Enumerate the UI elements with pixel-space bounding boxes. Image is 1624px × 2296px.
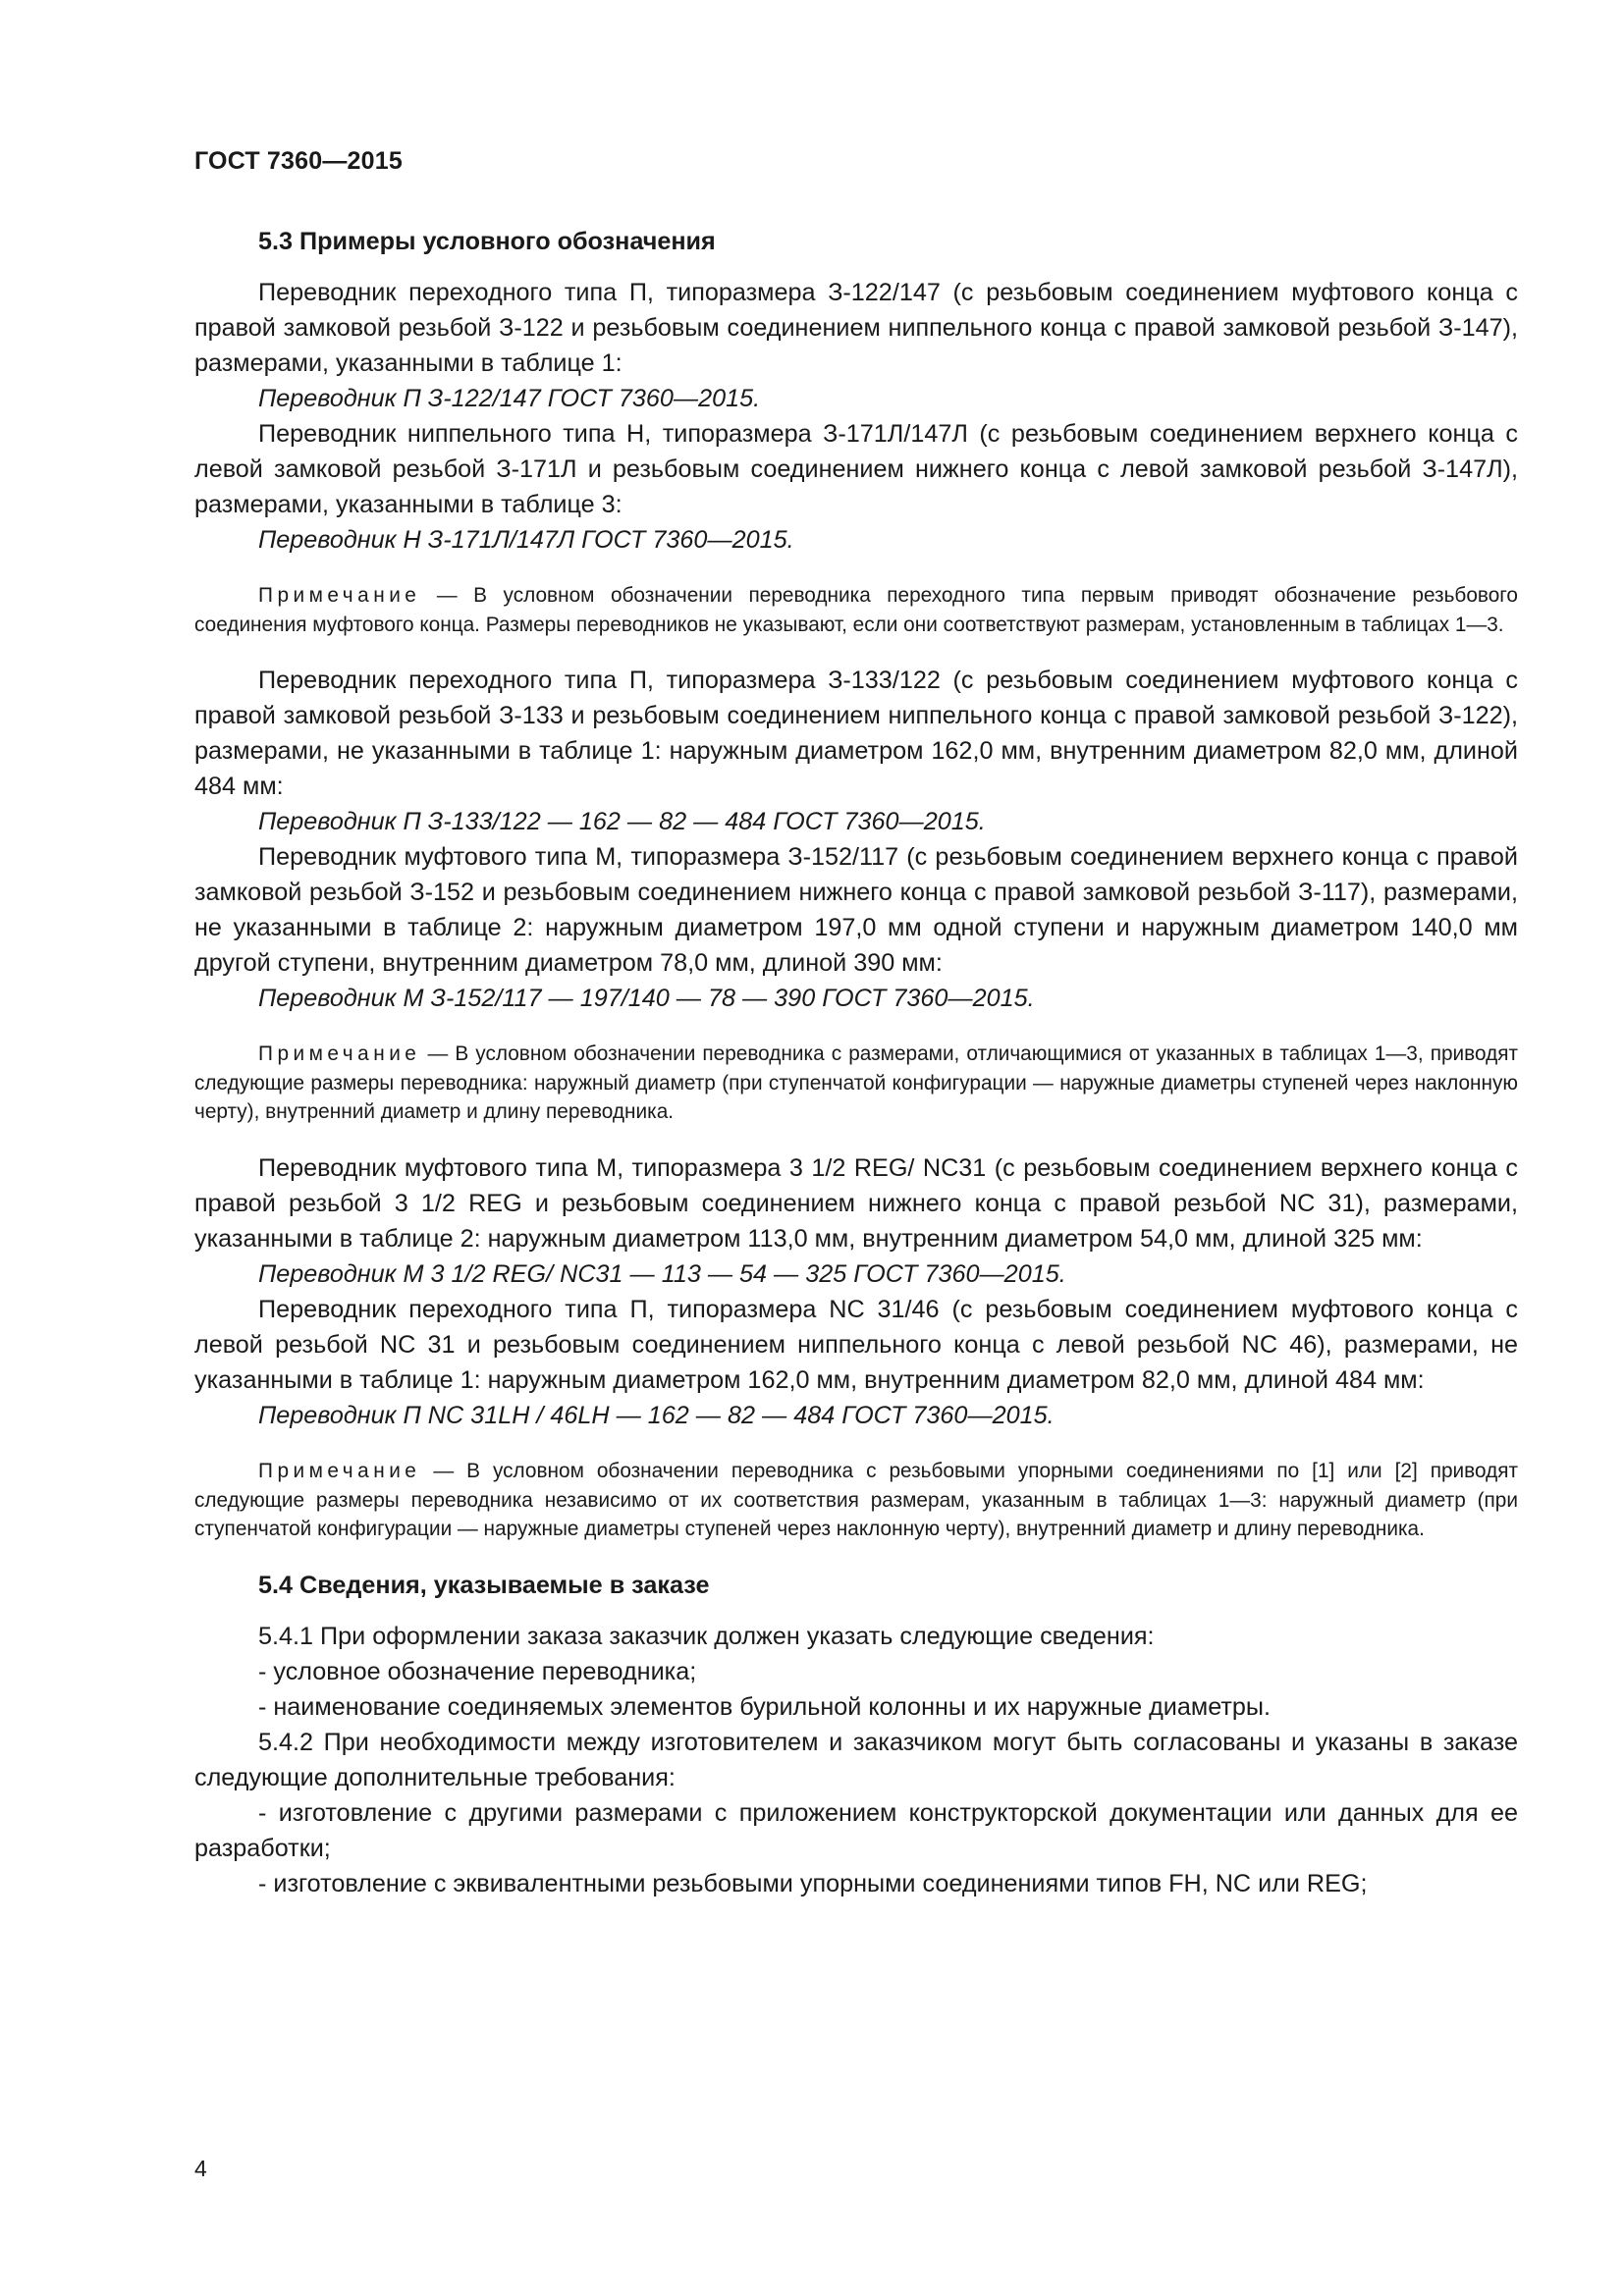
paragraph: Переводник переходного типа П, типоразмера З-133/122 (с резьбовым соединением муфтового конца с правой замковой резьбой З-133 и резьбовым соединением ниппельного конца с правой замковой резьбой З-122), размерами, не указанными в таблице 1: наружным диаметром 162,0 мм, внутренним диаметром 82,0 мм, длиной 484 мм: [194,667,1518,801]
note-label: Примечание [258,584,421,607]
paragraph: 5.4.2 При необходимости между изготовителем и заказчиком могут быть согласованы и указаны в заказе следующие дополнительные требования: [194,1728,1518,1791]
document-code-header: ГОСТ 7360—2015 [194,147,403,175]
designation-example: Переводник М 3 1/2 REG/ NC31 — 113 — 54 — 325 ГОСТ 7360—2015. [258,1259,1066,1288]
list-item: - наименование соединяемых элементов бурильной колонны и их наружные диаметры. [258,1692,1272,1721]
paragraph: Переводник переходного типа П, типоразмера З-122/147 (с резьбовым соединением муфтового конца с правой замковой резьбой З-122 и резьбовым соединением ниппельного конца с правой замковой резьбой З-147), размерами, указанными в таблице 1: [194,279,1518,377]
designation-example: Переводник П З-133/122 — 162 — 82 — 484 ГОСТ 7360—2015. [258,808,986,836]
list-item: - условное обозначение переводника; [258,1657,697,1685]
list-item: - изготовление с другими размерами с приложением конструкторской документации или данных для ее разработки; [194,1798,1518,1862]
note [194,1457,1518,1544]
designation-example: Переводник П З-122/147 ГОСТ 7360—2015. [258,385,761,412]
note [194,581,1518,639]
paragraph: Переводник муфтового типа М, типоразмера З-152/117 (с резьбовым соединением верхнего конца с правой замковой резьбой З-152 и резьбовым соединением нижнего конца с правой замковой резьбой З-117), размерами, не указанными в таблице 2: наружным диаметром 197,0 мм одной ступени и наружным диаметром 140,0 мм другой ступени, внутренним диаметром 78,0 мм, длиной 390 мм: [194,843,1518,978]
designation-example: Переводник П NC 31LH / 46LH — 162 — 82 — 484 ГОСТ 7360—2015. [258,1401,1055,1429]
section-5-3-heading: 5.3 Примеры условного обозначения [258,228,716,255]
page-content [194,224,1518,1901]
paragraph: 5.4.1 При оформлении заказа заказчик должен указать следующие сведения: [258,1622,1155,1650]
paragraph: Переводник переходного типа П, типоразмера NC 31/46 (с резьбовым соединением муфтового конца с левой резьбой NC 31 и резьбовым соединением ниппельного конца с левой резьбой NC 46), размерами, не указанными в таблице 1: наружным диаметром 162,0 мм, внутренним диаметром 82,0 мм, длиной 484 мм: [194,1295,1518,1394]
note-label: Примечание [258,1459,421,1482]
designation-example: Переводник Н З-171Л/147Л ГОСТ 7360—2015. [258,526,794,554]
note-text: — В условном обозначении переводника переходного типа первым приводят обозначение резьбового соединения муфтового конца. Размеры переводников не указывают, если они соответствуют размерам, установленным в таблицах 1—3. [194,584,1518,636]
note-text: — В условном обозначении переводника с резьбовыми упорными соединениями по [1] или [2] приводят следующие размеры переводника независимо от их соответствия размерам, указанным в таблицах 1—3: наружный диаметр (при ступенчатой конфигурации — наружные диаметры ступеней через наклонную черту), внутренний диаметр и длину переводника. [194,1459,1518,1541]
note-label: Примечание [258,1042,421,1066]
page-number: 4 [194,2156,207,2181]
note-text: — В условном обозначении переводника с размерами, отличающимися от указанных в таблицах 1—3, приводят следующие размеры переводника: наружный диаметр (при ступенчатой конфигурации — наружные диаметры ступеней через наклонную черту), внутренний диаметр и длину переводника. [194,1042,1518,1124]
list-item: - изготовление с эквивалентными резьбовыми упорными соединениями типов FH, NC или REG; [258,1869,1368,1897]
note [194,1040,1518,1127]
paragraph: Переводник муфтового типа М, типоразмера 3 1/2 REG/ NC31 (с резьбовым соединением верхнего конца с правой резьбой 3 1/2 REG и резьбовым соединением нижнего конца с правой резьбой NC 31), размерами, указанными в таблице 2: наружным диаметром 113,0 мм, внутренним диаметром 54,0 мм, длиной 325 мм: [194,1153,1518,1253]
paragraph: Переводник ниппельного типа Н, типоразмера З-171Л/147Л (с резьбовым соединением верхнего конца с левой замковой резьбой З-171Л и резьбовым соединением нижнего конца с левой замковой резьбой З-147Л), размерами, указанными в таблице 3: [194,420,1518,518]
designation-example: Переводник М З-152/117 — 197/140 — 78 — 390 ГОСТ 7360—2015. [258,985,1035,1013]
section-5-4-heading: 5.4 Сведения, указываемые в заказе [258,1571,710,1599]
